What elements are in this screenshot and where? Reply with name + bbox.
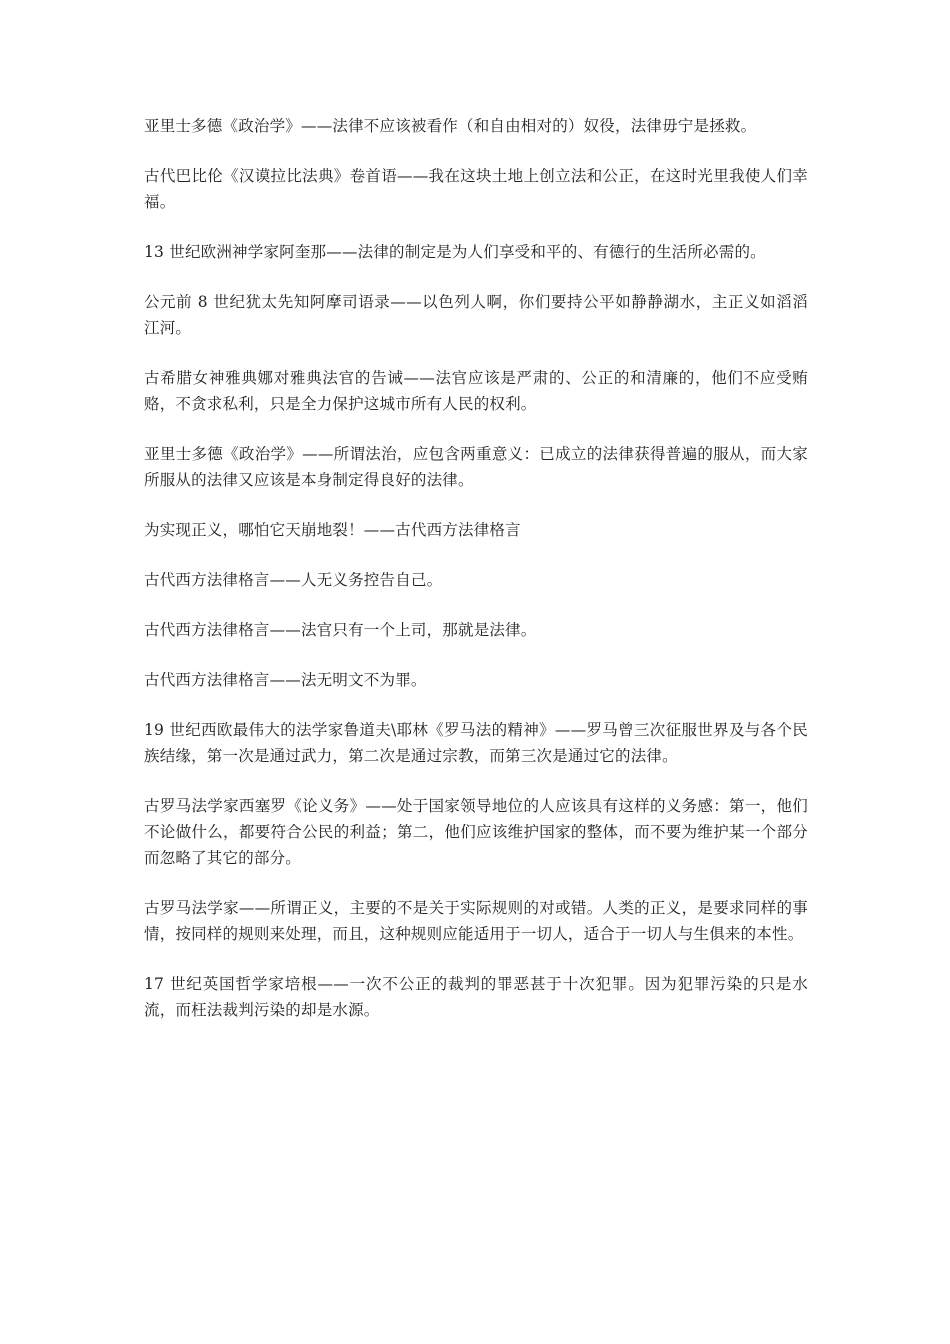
document-body	[144, 113, 808, 1047]
quote-paragraph: 古罗马法学家——所谓正义，主要的不是关于实际规则的对或错。人类的正义，是要求同样的事情，按同样的规则来处理，而且，这种规则应能适用于一切人，适合于一切人与生俱来的本性。	[144, 899, 808, 943]
quote-paragraph: 古代巴比伦《汉谟拉比法典》卷首语——我在这块土地上创立法和公正，在这时光里我使人们幸福。	[144, 167, 808, 211]
quote-paragraph: 古代西方法律格言——法官只有一个上司，那就是法律。	[144, 621, 537, 639]
quote-paragraph: 古希腊女神雅典娜对雅典法官的告诫——法官应该是严肃的、公正的和清廉的，他们不应受贿赂，不贪求私利，只是全力保护这城市所有人民的权利。	[144, 369, 808, 413]
quote-paragraph: 亚里士多德《政治学》——法律不应该被看作（和自由相对的）奴役，法律毋宁是拯救。	[144, 117, 757, 135]
quote-paragraph: 古罗马法学家西塞罗《论义务》——处于国家领导地位的人应该具有这样的义务感：第一，他们不论做什么，都要符合公民的利益；第二，他们应该维护国家的整体，而不要为维护某一个部分而忽略了其它的部分。	[144, 797, 808, 867]
quote-paragraph: 公元前 8 世纪犹太先知阿摩司语录——以色列人啊，你们要持公平如静静湖水，主正义如滔滔江河。	[144, 293, 808, 337]
quote-paragraph: 13 世纪欧洲神学家阿奎那——法律的制定是为人们享受和平的、有德行的生活所必需的。	[144, 243, 766, 261]
quote-paragraph: 古代西方法律格言——法无明文不为罪。	[144, 671, 427, 689]
quote-paragraph: 古代西方法律格言——人无义务控告自己。	[144, 571, 443, 589]
quote-paragraph: 17 世纪英国哲学家培根——一次不公正的裁判的罪恶甚于十次犯罪。因为犯罪污染的只是水流，而枉法裁判污染的却是水源。	[144, 975, 808, 1019]
quote-paragraph: 亚里士多德《政治学》——所谓法治，应包含两重意义：已成立的法律获得普遍的服从，而大家所服从的法律又应该是本身制定得良好的法律。	[144, 445, 808, 489]
quote-paragraph: 为实现正义，哪怕它天崩地裂！——古代西方法律格言	[144, 521, 521, 539]
quote-paragraph: 19 世纪西欧最伟大的法学家鲁道夫\耶林《罗马法的精神》——罗马曾三次征服世界及与各个民族结缘，第一次是通过武力，第二次是通过宗教，而第三次是通过它的法律。	[144, 721, 808, 765]
